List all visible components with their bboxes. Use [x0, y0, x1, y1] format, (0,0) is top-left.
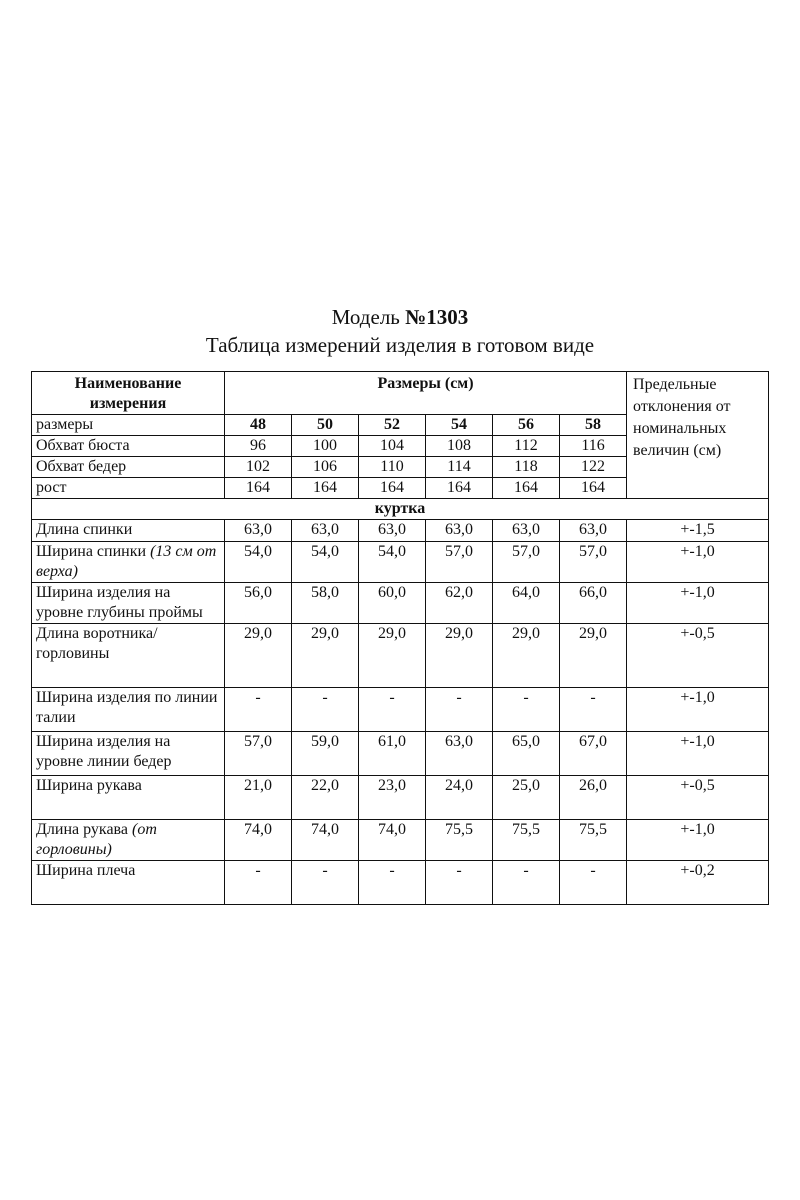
value-cell: - [426, 688, 493, 732]
value-cell: 164 [493, 478, 560, 499]
value-cell: 108 [426, 436, 493, 457]
value-cell: 164 [426, 478, 493, 499]
value-cell: - [493, 861, 560, 905]
value-cell: 54,0 [225, 542, 292, 583]
tolerance-cell: +-0,2 [627, 861, 769, 905]
value-cell: 96 [225, 436, 292, 457]
sizes-label-cell: размеры [32, 415, 225, 436]
value-cell: 54,0 [292, 542, 359, 583]
header-name-cell: Наименование измерения [32, 372, 225, 415]
value-cell: 57,0 [560, 542, 627, 583]
value-cell: 54,0 [359, 542, 426, 583]
value-cell: 57,0 [426, 542, 493, 583]
row-name-text: Ширина спинки [36, 543, 151, 560]
value-cell: 62,0 [426, 583, 493, 624]
value-cell: - [560, 861, 627, 905]
row-name-cell [32, 542, 225, 583]
header-sizes-cell: Размеры (см) [225, 372, 627, 415]
value-cell: 164 [225, 478, 292, 499]
value-cell: 74,0 [292, 820, 359, 861]
row-name-cell [32, 688, 225, 732]
product-measure-row [32, 776, 769, 820]
value-cell: 63,0 [426, 520, 493, 542]
size-header-cell: 56 [493, 415, 560, 436]
product-measure-row [32, 624, 769, 688]
row-name-text: Длина спинки [36, 521, 133, 538]
value-cell: 65,0 [493, 732, 560, 776]
row-name-cell [32, 624, 225, 688]
value-cell: 164 [292, 478, 359, 499]
value-cell: 122 [560, 457, 627, 478]
value-cell: - [359, 861, 426, 905]
value-cell: 114 [426, 457, 493, 478]
header-tolerance-cell: Предельные отклонения от номинальных величин (см) [627, 372, 769, 499]
value-cell: 25,0 [493, 776, 560, 820]
document-title [0, 303, 800, 359]
row-name-cell [32, 820, 225, 861]
row-name-text: Ширина изделия по линии талии [36, 689, 218, 726]
value-cell: 74,0 [359, 820, 426, 861]
value-cell: 57,0 [225, 732, 292, 776]
table-subtitle: Таблица измерений изделия в готовом виде [205, 333, 595, 357]
row-name-cell: Обхват бедер [32, 457, 225, 478]
value-cell: 63,0 [225, 520, 292, 542]
row-name-cell [32, 861, 225, 905]
value-cell: 29,0 [426, 624, 493, 688]
tolerance-cell: +-1,5 [627, 520, 769, 542]
value-cell: 63,0 [359, 520, 426, 542]
value-cell: - [292, 688, 359, 732]
model-title [0, 303, 800, 331]
row-name-cell [32, 732, 225, 776]
tolerance-cell: +-1,0 [627, 688, 769, 732]
value-cell: 63,0 [292, 520, 359, 542]
table-header-row [32, 372, 769, 415]
product-measure-row [32, 583, 769, 624]
value-cell: 63,0 [560, 520, 627, 542]
value-cell: 67,0 [560, 732, 627, 776]
value-cell: 63,0 [493, 520, 560, 542]
value-cell: - [493, 688, 560, 732]
value-cell: 63,0 [426, 732, 493, 776]
row-name-text: Длина рукава [36, 821, 132, 838]
value-cell: 100 [292, 436, 359, 457]
row-name-cell: рост [32, 478, 225, 499]
tolerance-cell: +-0,5 [627, 624, 769, 688]
product-measure-row [32, 688, 769, 732]
value-cell: 59,0 [292, 732, 359, 776]
row-name-cell [32, 520, 225, 542]
value-cell: 26,0 [560, 776, 627, 820]
value-cell: 104 [359, 436, 426, 457]
value-cell: 102 [225, 457, 292, 478]
value-cell: - [225, 861, 292, 905]
product-measure-row [32, 542, 769, 583]
value-cell: 110 [359, 457, 426, 478]
value-cell: 64,0 [493, 583, 560, 624]
value-cell: 58,0 [292, 583, 359, 624]
product-measure-row [32, 520, 769, 542]
tolerance-cell: +-1,0 [627, 542, 769, 583]
size-header-cell: 48 [225, 415, 292, 436]
model-number: №1303 [405, 305, 469, 329]
value-cell: 29,0 [292, 624, 359, 688]
size-header-cell: 50 [292, 415, 359, 436]
size-header-cell: 52 [359, 415, 426, 436]
tolerance-cell: +-1,0 [627, 583, 769, 624]
value-cell: 29,0 [359, 624, 426, 688]
value-cell: 118 [493, 457, 560, 478]
value-cell: 29,0 [225, 624, 292, 688]
row-name-text: Ширина рукава [36, 777, 142, 794]
value-cell: 66,0 [560, 583, 627, 624]
row-name-note: (от горловины) [36, 821, 157, 858]
product-measure-row [32, 732, 769, 776]
value-cell: 29,0 [560, 624, 627, 688]
value-cell: 75,5 [560, 820, 627, 861]
value-cell: - [359, 688, 426, 732]
row-name-note: (13 см от верха) [36, 543, 217, 580]
value-cell: - [426, 861, 493, 905]
value-cell: 116 [560, 436, 627, 457]
section-label-cell: куртка [32, 499, 769, 520]
value-cell: 75,5 [426, 820, 493, 861]
value-cell: 22,0 [292, 776, 359, 820]
value-cell: 112 [493, 436, 560, 457]
value-cell: 21,0 [225, 776, 292, 820]
row-name-text: Ширина изделия на уровне глубины проймы [36, 584, 203, 621]
value-cell: 23,0 [359, 776, 426, 820]
value-cell: 164 [560, 478, 627, 499]
row-name-text: Длина воротника/горловины [36, 625, 158, 662]
measurement-table [31, 371, 769, 905]
product-measure-row [32, 861, 769, 905]
value-cell: - [292, 861, 359, 905]
tolerance-cell: +-1,0 [627, 732, 769, 776]
table-body [32, 372, 769, 905]
row-name-text: Ширина плеча [36, 862, 136, 879]
value-cell: 56,0 [225, 583, 292, 624]
value-cell: - [560, 688, 627, 732]
size-header-cell: 58 [560, 415, 627, 436]
value-cell: 24,0 [426, 776, 493, 820]
tolerance-cell: +-0,5 [627, 776, 769, 820]
value-cell: 75,5 [493, 820, 560, 861]
row-name-cell [32, 583, 225, 624]
model-prefix: Модель [331, 305, 406, 329]
row-name-cell: Обхват бюста [32, 436, 225, 457]
row-name-text: Ширина изделия на уровне линии бедер [36, 733, 172, 770]
section-row [32, 499, 769, 520]
value-cell: 60,0 [359, 583, 426, 624]
size-header-cell: 54 [426, 415, 493, 436]
tolerance-cell: +-1,0 [627, 820, 769, 861]
value-cell: 29,0 [493, 624, 560, 688]
value-cell: 57,0 [493, 542, 560, 583]
value-cell: 106 [292, 457, 359, 478]
row-name-cell [32, 776, 225, 820]
value-cell: - [225, 688, 292, 732]
value-cell: 164 [359, 478, 426, 499]
value-cell: 74,0 [225, 820, 292, 861]
value-cell: 61,0 [359, 732, 426, 776]
product-measure-row [32, 820, 769, 861]
